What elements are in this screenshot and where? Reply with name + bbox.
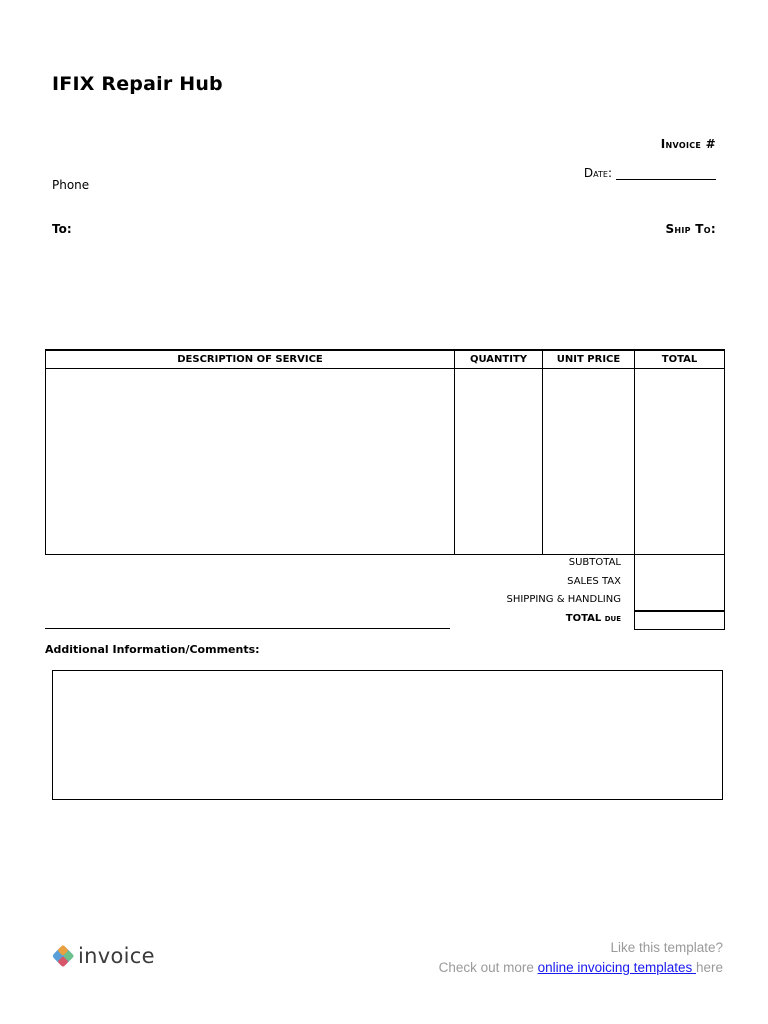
bill-to-label: To: bbox=[52, 222, 72, 236]
subtotal-row bbox=[455, 555, 724, 574]
phone-label: Phone bbox=[52, 178, 90, 192]
promo-line-2 bbox=[439, 958, 723, 978]
col-header-total: TOTAL bbox=[635, 350, 725, 369]
subtotal-value[interactable] bbox=[634, 555, 725, 574]
comments-title: Additional Information/Comments: bbox=[45, 643, 260, 656]
promo-line-1: Like this template? bbox=[610, 940, 723, 955]
col-header-description: DESCRIPTION OF SERVICE bbox=[46, 350, 455, 369]
promo-suffix: here bbox=[695, 960, 723, 975]
subtotal-label: SUBTOTAL bbox=[568, 557, 621, 568]
logo-text: invoice bbox=[78, 944, 155, 968]
shipping-label: SHIPPING & HANDLING bbox=[506, 594, 621, 605]
total-due-row bbox=[455, 611, 724, 630]
sales-tax-label: SALES TAX bbox=[567, 575, 621, 587]
sales-tax-row bbox=[455, 574, 724, 593]
shipping-value[interactable] bbox=[634, 592, 725, 611]
total-due-label bbox=[566, 613, 621, 624]
date-input-line[interactable] bbox=[616, 166, 716, 180]
table-row bbox=[46, 369, 725, 555]
items-table bbox=[45, 349, 725, 555]
date-label: Date: bbox=[583, 166, 612, 180]
col-header-quantity: QUANTITY bbox=[455, 350, 543, 369]
total-due-label-suffix: due bbox=[604, 612, 621, 624]
date-field bbox=[584, 166, 716, 180]
total-cell[interactable] bbox=[635, 369, 725, 555]
company-name: IFIX Repair Hub bbox=[52, 73, 223, 95]
total-due-value[interactable] bbox=[634, 611, 725, 630]
shipping-row bbox=[455, 592, 724, 611]
totals-section bbox=[455, 555, 724, 629]
diamond-logo-icon bbox=[52, 945, 74, 967]
total-due-label-main: TOTAL bbox=[565, 612, 602, 624]
table-header-row bbox=[46, 350, 725, 369]
comments-box[interactable] bbox=[52, 670, 723, 800]
promo-prefix: Check out more bbox=[438, 960, 538, 975]
unit-price-cell[interactable] bbox=[543, 369, 635, 555]
quantity-cell[interactable] bbox=[455, 369, 543, 555]
sales-tax-value[interactable] bbox=[634, 574, 725, 593]
online-templates-link[interactable]: online invoicing templates bbox=[537, 960, 696, 975]
signature-line bbox=[45, 628, 450, 629]
invoice-logo bbox=[52, 944, 155, 968]
invoice-number-label: Invoice # bbox=[660, 137, 716, 151]
description-cell[interactable] bbox=[46, 369, 455, 555]
promo-text bbox=[439, 938, 723, 978]
ship-to-label: Ship To: bbox=[665, 222, 716, 236]
col-header-unit-price: UNIT PRICE bbox=[543, 350, 635, 369]
